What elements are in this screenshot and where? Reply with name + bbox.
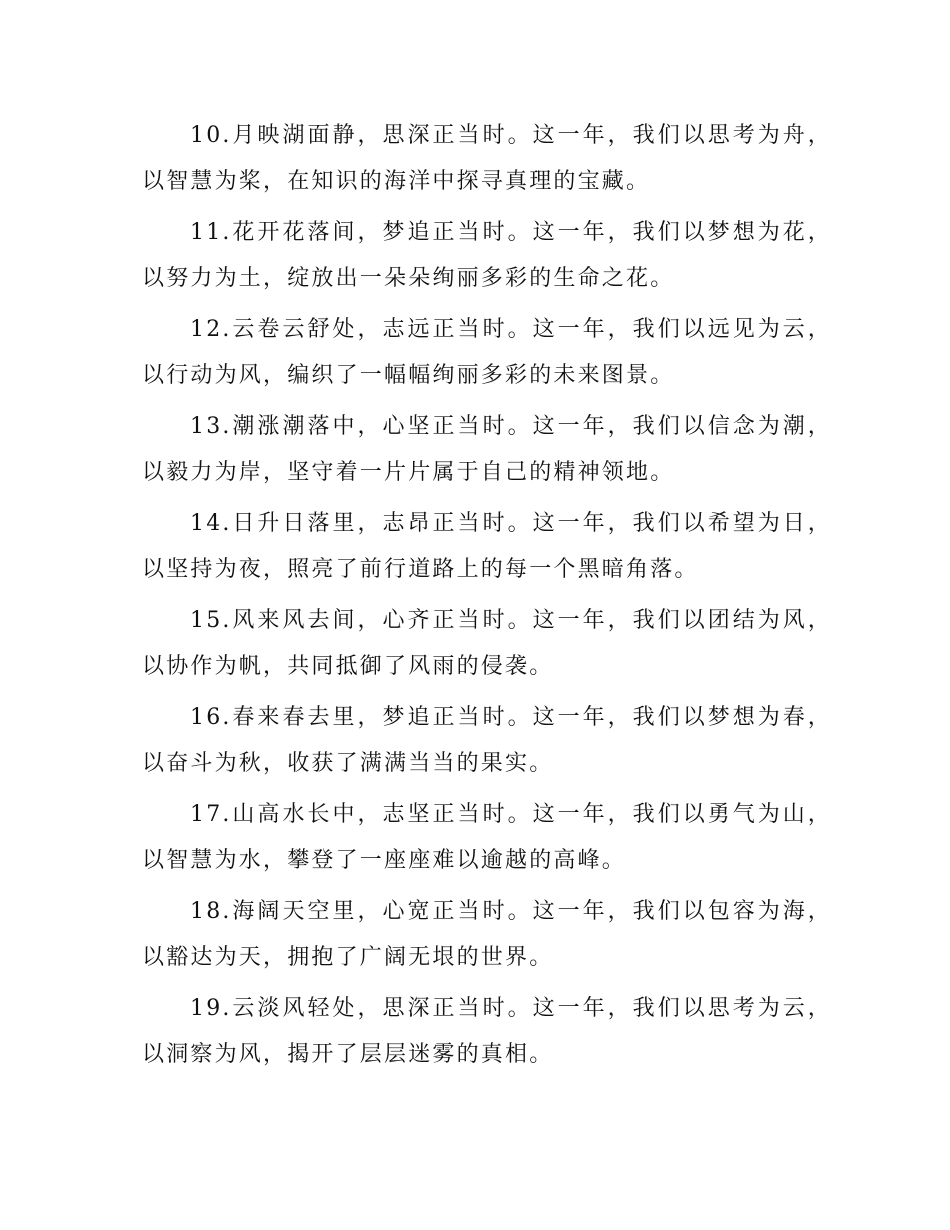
paragraph-14: 14.日升日落里，志昂正当时。这一年，我们以希望为日，以坚持为夜，照亮了前行道路上的每一个黑暗角落。 [142,511,832,582]
paragraph-16: 16.春来春去里，梦追正当时。这一年，我们以梦想为春，以奋斗为秋，收获了满满当当的果实。 [142,705,832,776]
paragraph-19: 19.云淡风轻处，思深正当时。这一年，我们以思考为云，以洞察为风，揭开了层层迷雾的真相。 [142,996,832,1067]
document-body [142,113,832,1083]
paragraph-17: 17.山高水长中，志坚正当时。这一年，我们以勇气为山，以智慧为水，攀登了一座座难以逾越的高峰。 [142,802,832,873]
paragraph-12: 12.云卷云舒处，志远正当时。这一年，我们以远见为云，以行动为风，编织了一幅幅绚丽多彩的未来图景。 [142,317,832,388]
paragraph-18: 18.海阔天空里，心宽正当时。这一年，我们以包容为海，以豁达为天，拥抱了广阔无垠的世界。 [142,899,832,970]
paragraph-15: 15.风来风去间，心齐正当时。这一年，我们以团结为风，以协作为帆，共同抵御了风雨的侵袭。 [142,608,832,679]
paragraph-10: 10.月映湖面静，思深正当时。这一年，我们以思考为舟，以智慧为桨，在知识的海洋中探寻真理的宝藏。 [142,123,832,194]
paragraph-11: 11.花开花落间，梦追正当时。这一年，我们以梦想为花，以努力为土，绽放出一朵朵绚丽多彩的生命之花。 [142,220,832,291]
paragraph-13: 13.潮涨潮落中，心坚正当时。这一年，我们以信念为潮，以毅力为岸，坚守着一片片属于自己的精神领地。 [142,414,832,485]
